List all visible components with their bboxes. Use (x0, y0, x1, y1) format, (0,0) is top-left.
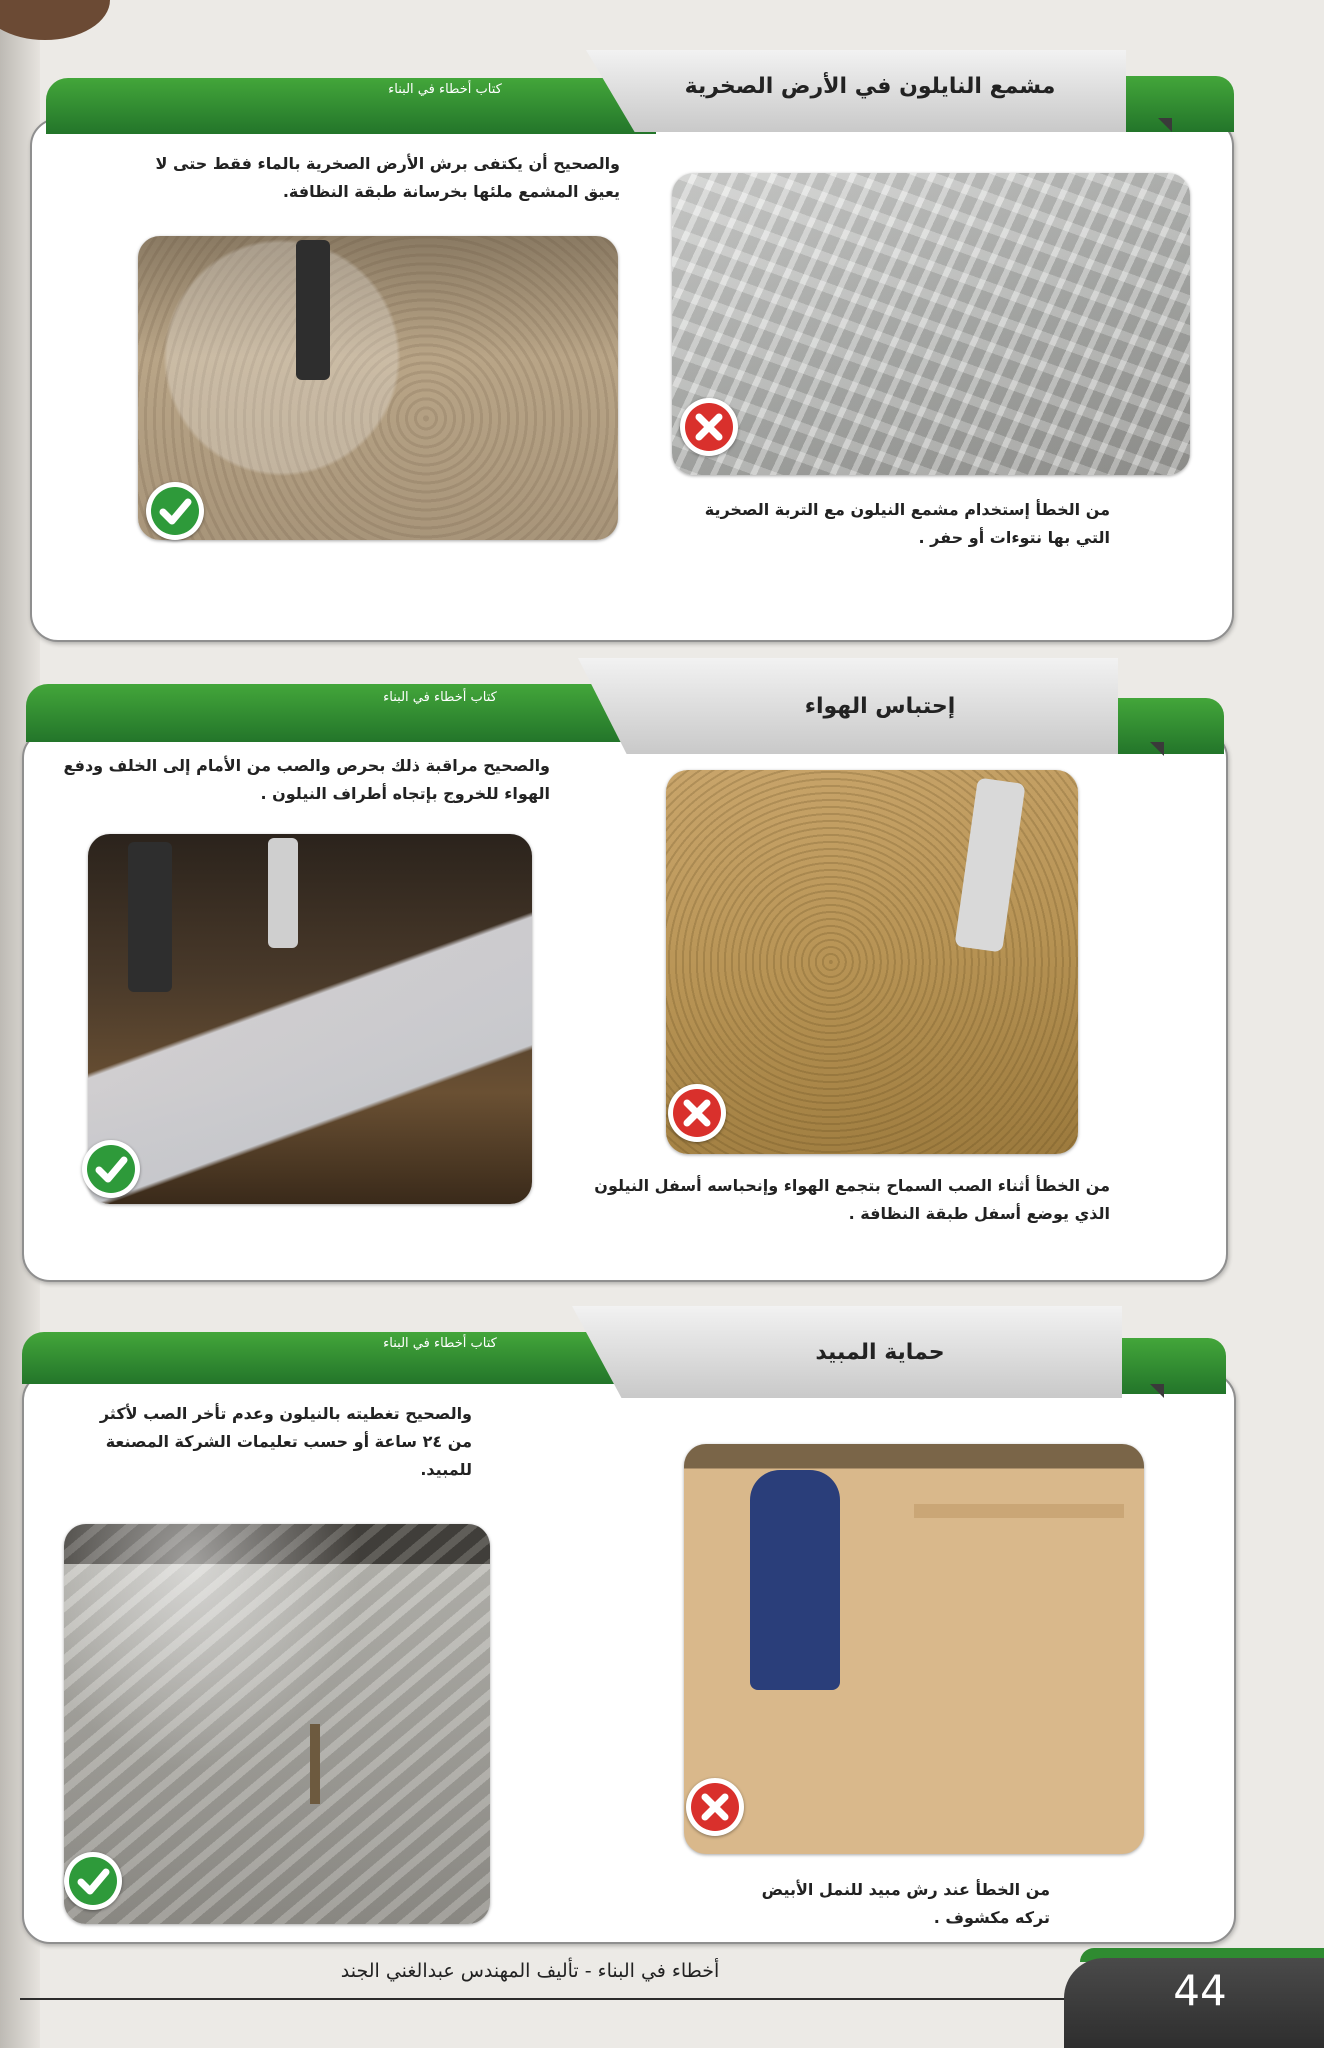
wrong-icon (680, 398, 738, 456)
section-3-right-photo (64, 1524, 490, 1924)
worker-silhouette (750, 1470, 840, 1690)
section-1-wrong-caption: من الخطأ إستخدام مشمع النيلون مع التربة الصخرية التي بها نتوءات أو حفر . (704, 500, 1110, 547)
section-3-title: حماية المبيد (815, 1340, 945, 1365)
worker-silhouette (268, 838, 298, 948)
section-1-green-corner (1110, 76, 1234, 132)
section-1-title: مشمع النايلون في الأرض الصخرية (684, 74, 1056, 99)
section-3-wrong-caption: من الخطأ عند رش مبيد للنمل الأبيض تركه مكشوف . (761, 1880, 1050, 1927)
formwork-board (914, 1504, 1124, 1518)
page-number: 44 (1173, 1966, 1227, 2015)
section-1-fold-triangle (1158, 118, 1172, 132)
section-2-wrong-photo (666, 770, 1078, 1154)
steel-bar (310, 1724, 320, 1804)
section-2-right-photo (88, 834, 532, 1204)
section-3-fold-triangle (1150, 1384, 1164, 1398)
section-2-book-tag: كتاب أخطاء في البناء (383, 690, 497, 705)
section-1-right-caption: والصحيح أن يكتفى برش الأرض الصخرية بالماء فقط حتى لا يعيق المشمع ملئها بخرسانة طبقة النظافة. (155, 154, 620, 201)
check-icon (146, 482, 204, 540)
section-1-right-photo (138, 236, 618, 540)
footer-rule (20, 1998, 1064, 2000)
section-1-book-tag: كتاب أخطاء في البناء (388, 82, 502, 97)
section-2-wrong-caption: من الخطأ أثناء الصب السماح بتجمع الهواء وإنحباسه أسفل النيلون الذي يوضع أسفل طبقة النظافة . (594, 1176, 1110, 1223)
check-icon (82, 1140, 140, 1198)
section-3-wrong-photo (684, 1444, 1144, 1854)
worker-silhouette (128, 842, 172, 992)
section-2-fold-triangle (1150, 742, 1164, 756)
wrong-icon (686, 1778, 744, 1836)
pump-hose (954, 777, 1025, 952)
section-2-right-caption: والصحيح مراقبة ذلك بحرص والصب من الأمام إلى الخلف ودفع الهواء للخروج بإتجاه أطراف النيلون . (63, 756, 550, 803)
worker-silhouette (296, 240, 330, 380)
thumb-photo-edge (0, 0, 110, 40)
section-3-book-tag: كتاب أخطاء في البناء (383, 1336, 497, 1351)
check-icon (64, 1852, 122, 1910)
wrong-icon (668, 1084, 726, 1142)
section-1-wrong-photo (672, 173, 1190, 475)
section-3-right-caption: والصحيح تغطيته بالنيلون وعدم تأخر الصب لأكثر من ٢٤ ساعة أو حسب تعليمات الشركة المصنعة للمبيد. (99, 1404, 472, 1479)
section-2-title: إحتباس الهواء (804, 694, 956, 719)
footer-text: أخطاء في البناء - تأليف المهندس عبدالغني الجند (340, 1960, 720, 1982)
